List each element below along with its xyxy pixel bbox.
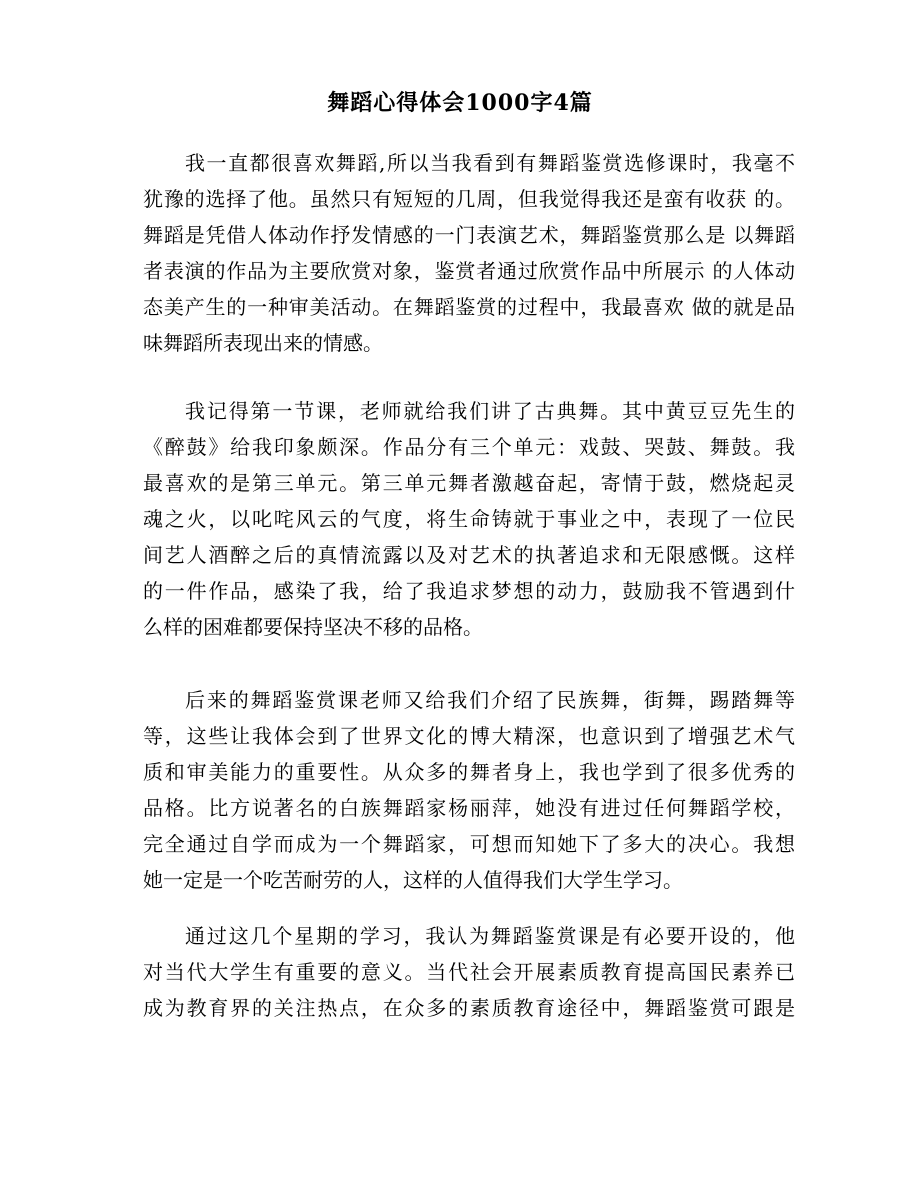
text-line: 她一定是一个吃苦耐劳的人，这样的人值得我们大学生学习。 [143,868,683,892]
text-line: 间艺人酒醉之后的真情流露以及对艺术的执著追求和无限感慨。这样 [143,543,795,567]
text-line: 对当代大学生有重要的意义。当代社会开展素质教育提高国民素养已 [143,960,795,984]
paragraph-4 [143,918,795,1026]
text-line: 后来的舞蹈鉴赏课老师又给我们介绍了民族舞，街舞，踢踏舞等 [185,688,795,712]
text-line: 质和审美能力的重要性。从众多的舞者身上，我也学到了很多优秀的 [143,760,795,784]
paragraph-3 [143,682,795,898]
text-line: 等，这些让我体会到了世界文化的博大精深，也意识到了增强艺术气 [143,724,795,748]
text-line: 舞蹈是凭借人体动作抒发情感的一门表演艺术，舞蹈鉴赏那么是 以舞蹈 [143,223,795,247]
text-line: 味舞蹈所表现出来的情感。 [143,331,383,355]
text-line: 《醉鼓》给我印象颇深。作品分有三个单元：戏鼓、哭鼓、舞鼓。我 [143,435,795,459]
text-line: 完全通过自学而成为一个舞蹈家，可想而知她下了多大的决心。我想 [143,832,795,856]
text-line: 的一件作品，感染了我，给了我追求梦想的动力，鼓励我不管遇到什 [143,579,795,603]
text-line: 么样的困难都要保持坚决不移的品格。 [143,615,483,639]
text-line: 品格。比方说著名的白族舞蹈家杨丽萍，她没有进过任何舞蹈学校， [143,796,795,820]
text-line: 态美产生的一种审美活动。在舞蹈鉴赏的过程中，我最喜欢 做的就是品 [143,295,795,319]
paragraph-2 [143,393,795,645]
text-line: 最喜欢的是第三单元。第三单元舞者激越奋起，寄情于鼓，燃烧起灵 [143,471,795,495]
text-line: 成为教育界的关注热点，在众多的素质教育途径中，舞蹈鉴赏可跟是 [143,996,795,1020]
document-title: 舞蹈心得体会1000字4篇 [327,90,593,116]
text-line: 我记得第一节课，老师就给我们讲了古典舞。其中黄豆豆先生的 [185,399,795,423]
text-line: 通过这几个星期的学习，我认为舞蹈鉴赏课是有必要开设的，他 [185,924,795,948]
text-line: 犹豫的选择了他。虽然只有短短的几周，但我觉得我还是蛮有收获 的。 [143,187,795,211]
text-line: 者表演的作品为主要欣赏对象，鉴赏者通过欣赏作品中所展示 的人体动 [143,259,795,283]
text-line: 魂之火，以叱咤风云的气度，将生命铸就于事业之中，表现了一位民 [143,507,795,531]
paragraph-1 [143,145,795,361]
text-line: 我一直都很喜欢舞蹈,所以当我看到有舞蹈鉴赏选修课时，我毫不 [185,151,795,175]
